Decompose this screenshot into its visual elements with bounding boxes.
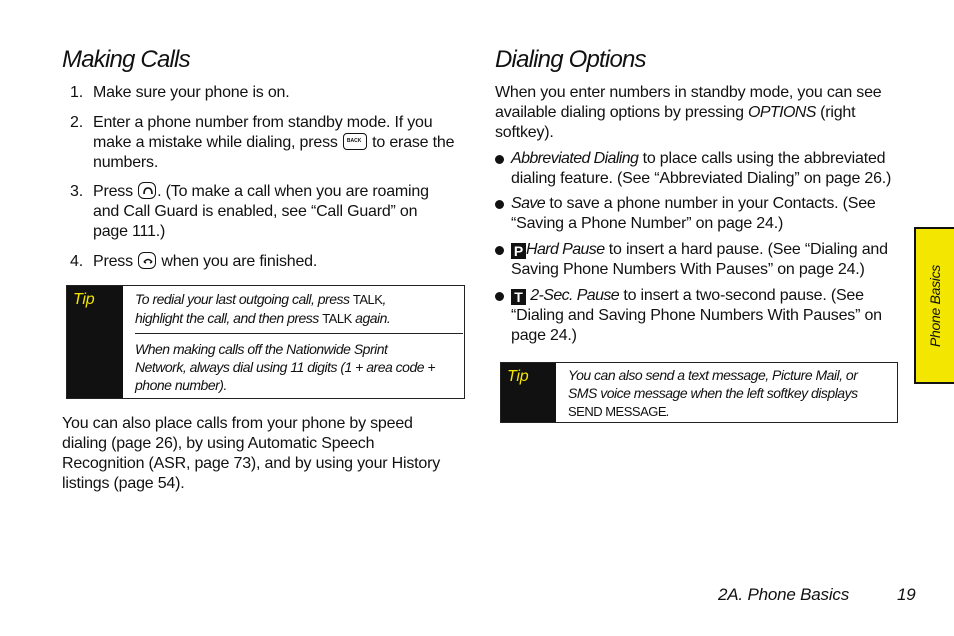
option-term: Save [511,195,546,212]
step-text: Enter a phone number from standby mode. If you [93,114,433,131]
back-key-icon: BACK [343,133,367,150]
end-key-icon [138,252,156,269]
step-text: numbers. [93,154,159,171]
left-column [62,0,472,636]
intro-paragraph: When you enter numbers in standby mode, you can see available dialing options by pressing OPTIONS (right softkey). [495,84,882,141]
step-text: to erase the [372,134,455,151]
options-softkey-label: OPTIONS [748,104,816,121]
step-text: Press [93,183,133,200]
bullet-dot [495,246,504,255]
footer-section: 2A. Phone Basics [718,585,849,604]
page-number: 19 [897,585,916,604]
tip-text: To redial your last outgoing call, press TALK, highlight the call, and then press TALK again. [135,291,391,326]
bullet-dot [495,292,504,301]
dialing-options-title: Dialing Options [495,46,646,73]
tip-text: When making calls off the Nationwide Sprint Network, always dial using 11 digits (1 + area code + phone number). [135,341,436,393]
talk-key-label: TALK [322,311,352,326]
tip-box [66,285,465,399]
step-text: Press [93,253,133,270]
talk-key-label: TALK [352,292,383,307]
talk-key-icon [138,182,156,199]
section-side-tab [914,227,954,384]
bullet-dot [495,155,504,164]
right-column: Dialing Options When you enter numbers in standby mode, you can see available dialing options by pressing OPTIONS (right softkey). Abbreviated Dialing to place calls using the abbreviated dialing feature. (See “Abbreviated Dialing” on page 26.) Save to save a phone number in your Contacts. (See “Saving a Phone Number” on page 24.) P Hard Pause to insert a hard pause. (See “Dialing and Saving Phone Numbers With Pauses” on page 24.) T 2-Sec. Pause to insert a two-second pause. (See “Dialing and Saving Phone Numbers With Pauses” on page 24.) Tip You can also send a text message, Picture Mail, or SMS voice message when the left softkey displays SEND MESSAGE. [495,0,905,636]
step-text: Make sure your phone is on. [93,84,290,101]
step-number: 3. [70,183,83,200]
step-number: 1. [70,84,83,101]
step-text: make a mistake while dialing, press [93,134,338,151]
side-tab-label: Phone Basics [927,264,944,347]
t-softkey-icon: T [511,289,526,305]
step-text: when you are finished. [161,253,318,270]
tip-label: Tip [73,291,95,308]
option-term: Abbreviated Dialing [511,150,639,167]
making-calls-title: Making Calls [62,46,190,73]
option-term: Hard Pause [526,241,605,258]
bullet-dot [495,200,504,209]
send-message-label: SEND MESSAGE [568,404,667,419]
option-term: 2-Sec. Pause [530,287,620,304]
step-text: page 111.) [93,223,166,240]
tip-box [500,362,898,423]
speed-dial-paragraph: You can also place calls from your phone by speed dialing (page 26), by using Automatic Speech Recognition (ASR, page 73), and by using your History listings (page 54). [62,415,441,492]
step-text: and Call Guard is enabled, see “Call Guard” on [93,203,418,220]
step-number: 4. [70,253,83,270]
tip-text: You can also send a text message, Picture Mail, or SMS voice message when the left softkey displays SEND MESSAGE. [568,367,858,419]
p-softkey-icon: P [511,243,526,259]
step-number: 2. [70,114,83,131]
tip-divider [135,333,463,334]
tip-label: Tip [507,368,529,385]
step-text: . (To make a call when you are roaming [157,183,429,200]
